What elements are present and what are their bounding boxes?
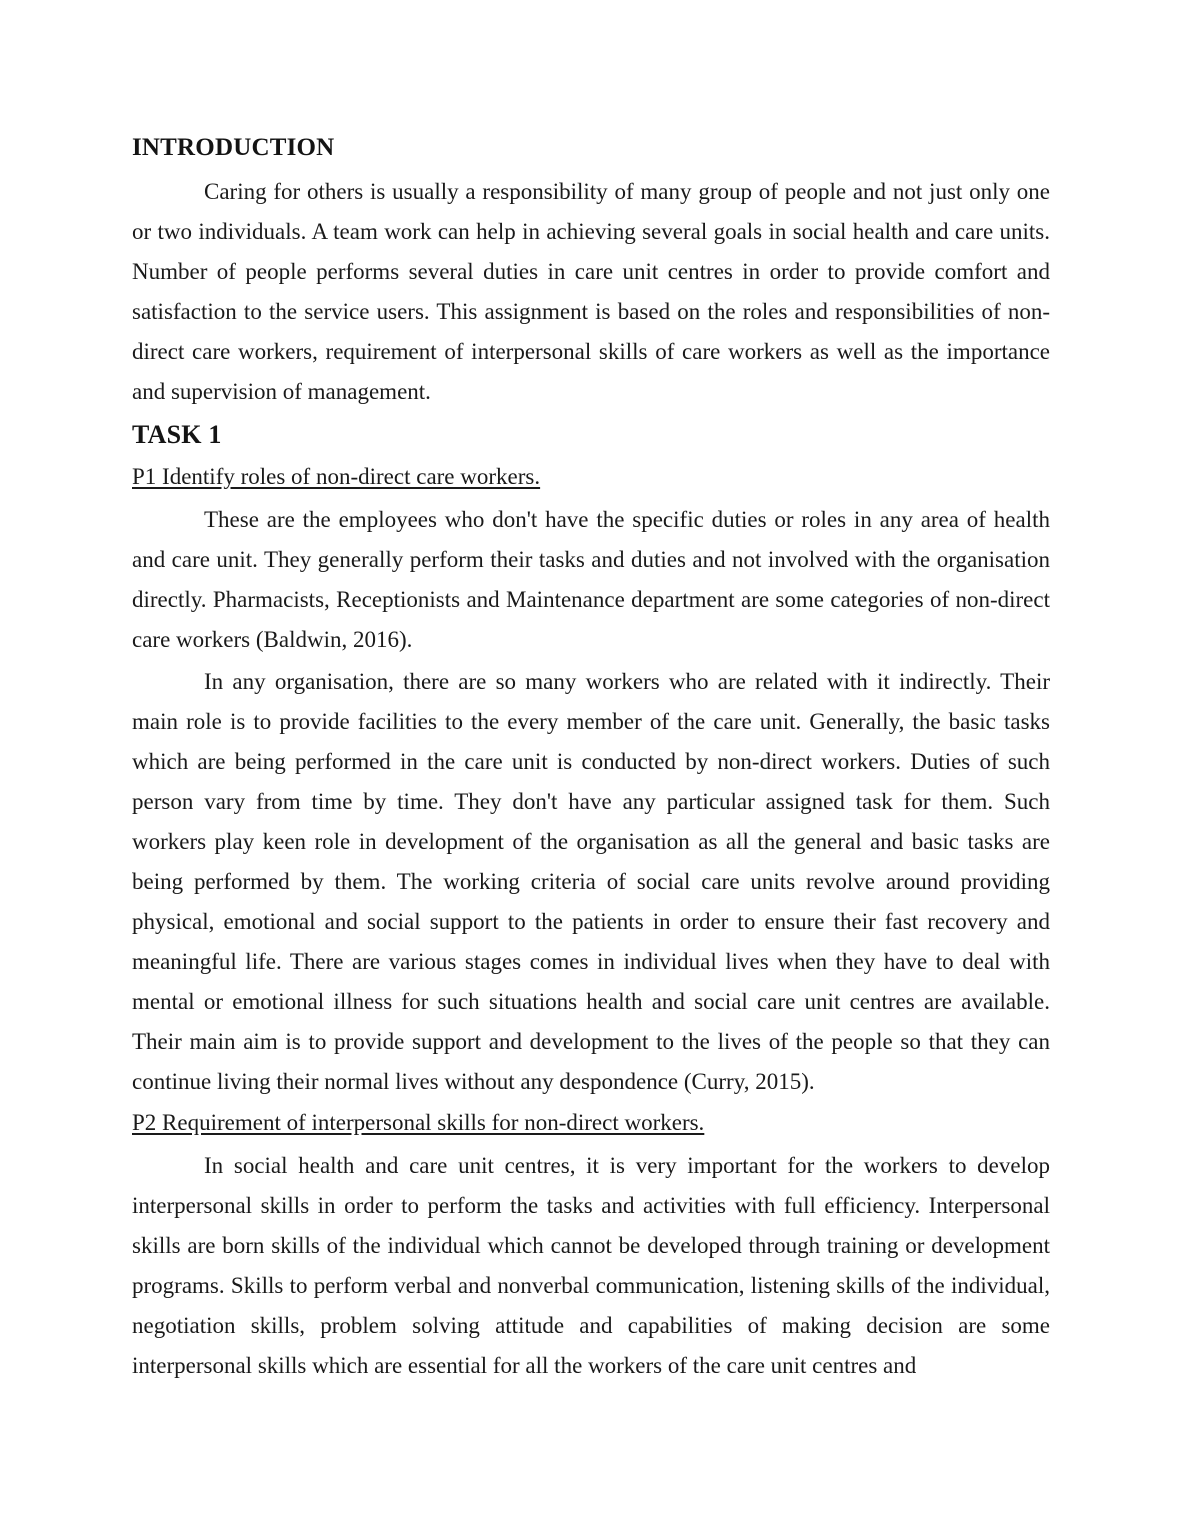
p2-paragraph-1: In social health and care unit centres, it is very important for the workers to develop interpersonal skills in order to perform the tasks and activities with full efficiency. Interpersonal skills are born skills of the individual which cannot be developed through training or development programs. Skills to perform verbal and nonverbal communication, listening skills of the individual, negotiation skills, problem solving attitude and capabilities of making decision are some interpersonal skills which are essential for all the workers of the care unit centres and — [132, 1153, 1050, 1378]
p2-section-heading-text: P2 Requirement of interpersonal skills for non-direct workers. — [132, 1110, 705, 1135]
p2-section-heading — [132, 1106, 1050, 1140]
p1-section-heading-text: P1 Identify roles of non-direct care workers. — [132, 464, 541, 489]
task-1-heading: TASK 1 — [132, 420, 222, 449]
introduction-paragraph: Caring for others is usually a responsibility of many group of people and not just only one or two individuals. A team work can help in achieving several goals in social health and care units. Number of people performs several duties in care unit centres in order to provide comfort and satisfaction to the service users. This assignment is based on the roles and responsibilities of non-direct care workers, requirement of interpersonal skills of care workers as well as the importance and supervision of management. — [132, 179, 1050, 404]
introduction-heading: INTRODUCTION — [132, 134, 335, 161]
p1-section-heading — [132, 460, 1050, 494]
document-content — [132, 132, 1050, 1386]
p1-paragraph-2: In any organisation, there are so many workers who are related with it indirectly. Their main role is to provide facilities to the every member of the care unit. Generally, the basic tasks which are being performed in the care unit is conducted by non-direct workers. Duties of such person vary from time by time. They don't have any particular assigned task for them. Such workers play keen role in development of the organisation as all the general and basic tasks are being performed by them. The working criteria of social care units revolve around providing physical, emotional and social support to the patients in order to ensure their fast recovery and meaningful life. There are various stages comes in individual lives when they have to deal with mental or emotional illness for such situations health and social care unit centres are available. Their main aim is to provide support and development to the lives of the people so that they can continue living their normal lives without any despondence (Curry, 2015). — [132, 669, 1050, 1094]
p1-paragraph-1: These are the employees who don't have the specific duties or roles in any area of health and care unit. They generally perform their tasks and duties and not involved with the organisation directly. Pharmacists, Receptionists and Maintenance department are some categories of non-direct care workers (Baldwin, 2016). — [132, 507, 1050, 652]
